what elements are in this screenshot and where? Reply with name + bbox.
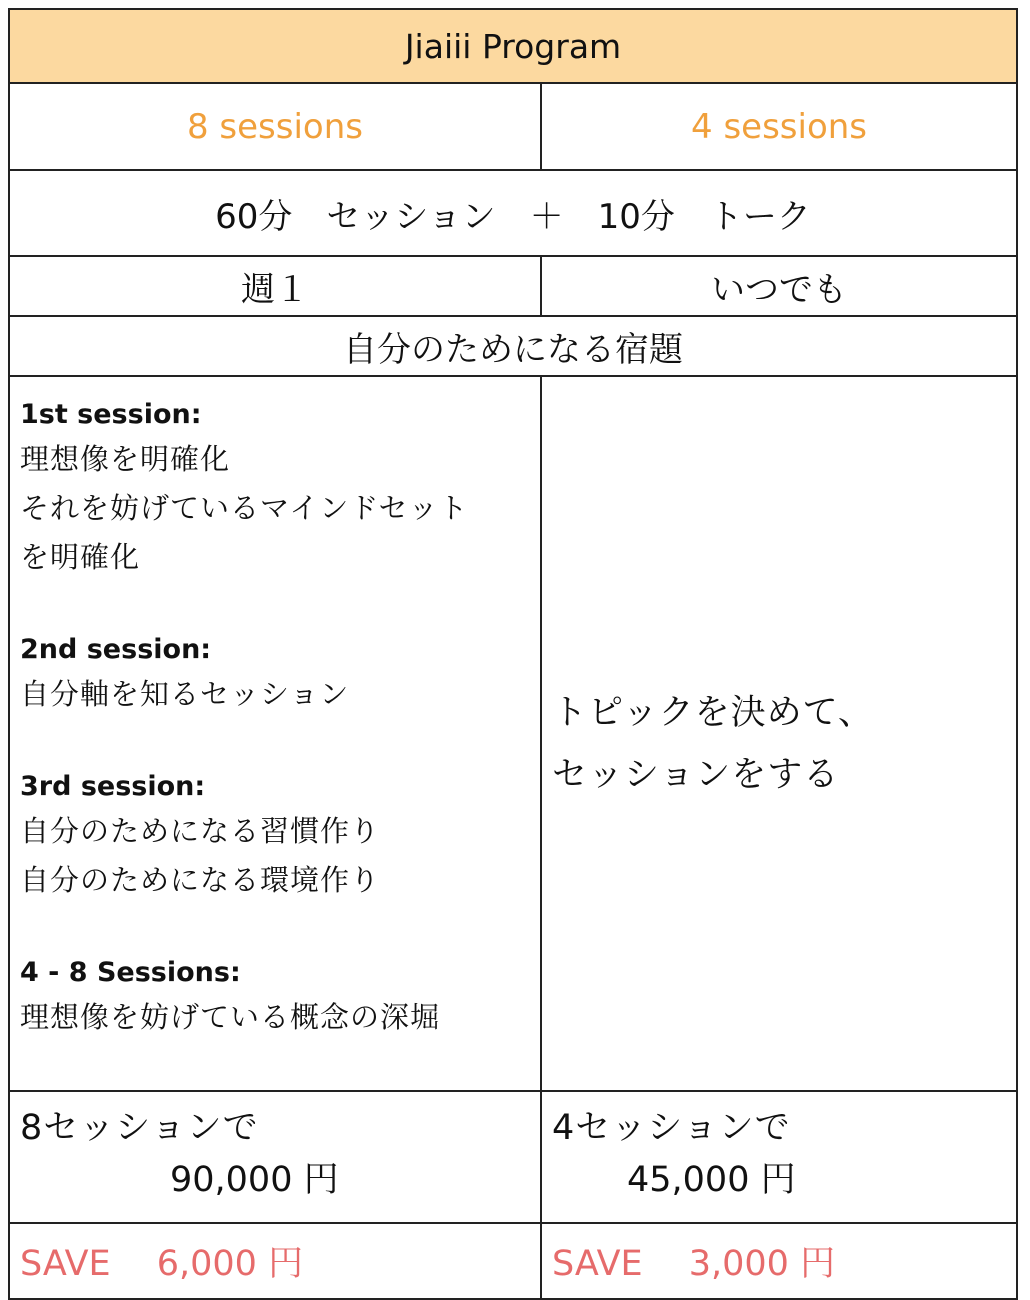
session-details (9, 376, 541, 1091)
session-block (20, 767, 532, 905)
session-line: を明確化 (20, 540, 141, 574)
program-table (8, 8, 1018, 1300)
session-line: 自分のためになる環境作り (20, 863, 381, 897)
session-heading: 4 - 8 Sessions: (20, 957, 241, 988)
sessions-4-header: 4 sessions (541, 83, 1017, 170)
price-8-sessions (9, 1091, 541, 1223)
frequency-anytime: いつでも (541, 256, 1017, 316)
topic-text (552, 662, 1008, 806)
price-label: 8セッションで (20, 1108, 259, 1148)
price-label: 4セッションで (552, 1108, 791, 1148)
price-amount: 45,000 円 (627, 1160, 796, 1200)
session-line: 理想像を明確化 (20, 442, 231, 476)
price-amount: 90,000 円 (170, 1160, 339, 1200)
session-heading: 1st session: (20, 399, 202, 430)
sessions-8-header: 8 sessions (9, 83, 541, 170)
session-line: 理想像を妨げている概念の深堀 (20, 1000, 441, 1034)
session-block (20, 630, 532, 719)
session-heading: 3rd session: (20, 771, 206, 802)
topic-line: トピックを決めて、 (552, 692, 874, 733)
topic-description (541, 376, 1017, 1091)
session-heading: 2nd session: (20, 634, 212, 665)
session-block (20, 395, 532, 582)
session-line: それを妨げているマインドセット (20, 491, 469, 525)
homework-row: 自分のためになる宿題 (9, 316, 1017, 376)
frequency-weekly: 週１ (9, 256, 541, 316)
session-detail-list (20, 395, 532, 1042)
save-4-sessions: SAVE 3,000 円 (541, 1223, 1017, 1299)
session-block (20, 953, 532, 1042)
price-4-sessions (541, 1091, 1017, 1223)
topic-line: セッションをする (552, 754, 840, 795)
session-duration: 60分 セッション ＋ 10分 トーク (9, 170, 1017, 256)
program-title: Jiaiii Program (9, 9, 1017, 83)
session-line: 自分のためになる習慣作り (20, 814, 381, 848)
session-line: 自分軸を知るセッション (20, 677, 350, 711)
save-8-sessions: SAVE 6,000 円 (9, 1223, 541, 1299)
